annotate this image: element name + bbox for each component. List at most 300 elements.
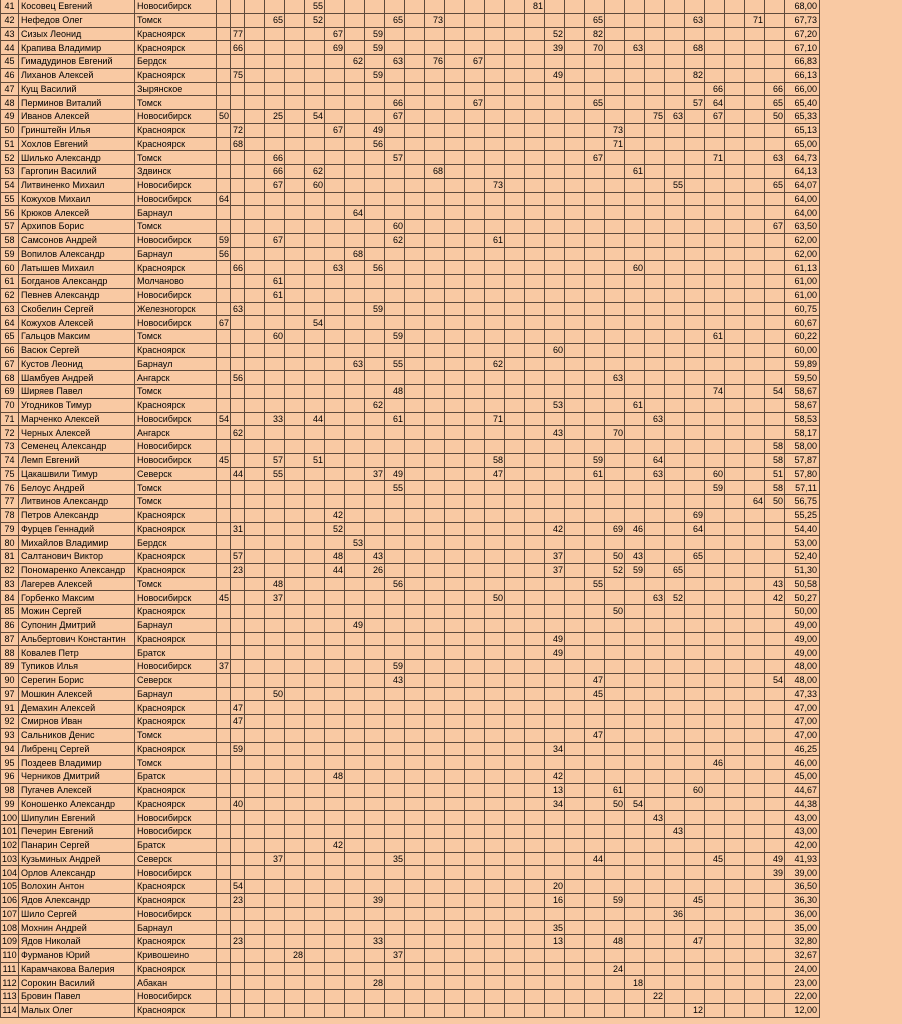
rank-cell[interactable]: 81 (1, 550, 19, 564)
score-cell[interactable] (565, 646, 585, 660)
score-cell[interactable] (265, 673, 285, 687)
score-cell[interactable] (765, 137, 785, 151)
score-cell[interactable] (705, 976, 725, 990)
score-cell[interactable] (345, 550, 365, 564)
score-cell[interactable] (485, 701, 505, 715)
score-cell[interactable]: 66 (265, 151, 285, 165)
name-cell[interactable]: Фурцев Геннадий (19, 522, 135, 536)
score-cell[interactable] (245, 673, 265, 687)
score-cell[interactable] (405, 426, 425, 440)
score-cell[interactable] (305, 96, 325, 110)
score-cell[interactable] (405, 343, 425, 357)
score-cell[interactable] (605, 467, 625, 481)
score-cell[interactable] (665, 137, 685, 151)
score-cell[interactable] (305, 770, 325, 784)
score-cell[interactable] (645, 343, 665, 357)
score-cell[interactable] (565, 137, 585, 151)
score-cell[interactable] (545, 165, 565, 179)
rank-cell[interactable]: 107 (2, 908, 18, 919)
score-cell[interactable] (765, 880, 785, 894)
score-cell[interactable] (425, 261, 445, 275)
score-cell[interactable] (445, 866, 465, 880)
score-cell[interactable] (465, 591, 485, 605)
score-cell[interactable] (245, 233, 265, 247)
score-cell[interactable] (665, 68, 685, 82)
score-cell[interactable] (385, 783, 405, 797)
score-cell[interactable] (665, 687, 685, 701)
score-cell[interactable] (605, 385, 625, 399)
score-cell[interactable] (765, 893, 785, 907)
score-cell[interactable] (605, 302, 625, 316)
score-cell[interactable]: 54 (217, 412, 231, 426)
score-cell[interactable] (565, 742, 585, 756)
score-cell[interactable] (765, 288, 785, 302)
score-cell[interactable] (345, 756, 365, 770)
score-cell[interactable] (231, 646, 245, 660)
score-cell[interactable] (445, 343, 465, 357)
score-cell[interactable] (525, 646, 545, 660)
score-cell[interactable] (345, 385, 365, 399)
score-cell[interactable] (425, 357, 445, 371)
score-cell[interactable] (217, 508, 231, 522)
score-cell[interactable] (285, 866, 305, 880)
score-cell[interactable] (345, 522, 365, 536)
score-cell[interactable] (625, 646, 645, 660)
score-cell[interactable] (565, 893, 585, 907)
score-cell[interactable] (705, 453, 725, 467)
score-cell[interactable] (465, 192, 485, 206)
score-cell[interactable] (285, 1003, 305, 1017)
score-cell[interactable] (425, 893, 445, 907)
score-cell[interactable] (345, 783, 365, 797)
rank-cell[interactable]: 95 (1, 756, 19, 770)
score-cell[interactable] (725, 385, 745, 399)
score-cell[interactable] (217, 495, 231, 509)
score-cell[interactable]: 37 (265, 852, 285, 866)
score-cell[interactable] (405, 550, 425, 564)
score-cell[interactable] (745, 756, 765, 770)
score-cell[interactable] (485, 728, 505, 742)
total-cell[interactable]: 35,00 (785, 921, 820, 935)
score-cell[interactable] (705, 261, 725, 275)
score-cell[interactable] (565, 261, 585, 275)
score-cell[interactable] (705, 288, 725, 302)
score-cell[interactable] (485, 275, 505, 289)
score-cell[interactable] (545, 412, 565, 426)
score-cell[interactable] (265, 550, 285, 564)
score-cell[interactable] (425, 412, 445, 426)
total-cell[interactable]: 22,00 (785, 990, 820, 1004)
score-cell[interactable] (745, 137, 765, 151)
score-cell[interactable] (305, 1003, 325, 1017)
rank-cell[interactable]: 85 (1, 605, 19, 619)
score-cell[interactable] (425, 288, 445, 302)
score-cell[interactable] (465, 852, 485, 866)
score-cell[interactable]: 59 (585, 453, 605, 467)
score-cell[interactable]: 48 (325, 770, 345, 784)
total-cell[interactable]: 66,83 (785, 55, 820, 69)
score-cell[interactable] (665, 742, 685, 756)
score-cell[interactable] (525, 536, 545, 550)
score-cell[interactable] (465, 770, 485, 784)
score-cell[interactable] (505, 563, 525, 577)
score-cell[interactable] (545, 866, 565, 880)
score-cell[interactable] (345, 178, 365, 192)
score-cell[interactable]: 54 (231, 880, 245, 894)
score-cell[interactable] (305, 742, 325, 756)
score-cell[interactable] (765, 247, 785, 261)
score-cell[interactable] (665, 412, 685, 426)
score-cell[interactable] (365, 330, 385, 344)
city-cell[interactable]: Красноярск (135, 343, 217, 357)
score-cell[interactable] (231, 192, 245, 206)
score-cell[interactable]: 49 (545, 68, 565, 82)
score-cell[interactable] (265, 976, 285, 990)
score-cell[interactable] (765, 756, 785, 770)
rank-cell[interactable]: 79 (1, 522, 19, 536)
score-cell[interactable] (305, 811, 325, 825)
score-cell[interactable] (445, 371, 465, 385)
score-cell[interactable] (525, 1003, 545, 1017)
score-cell[interactable] (485, 976, 505, 990)
name-cell[interactable]: Панарин Сергей (19, 838, 135, 852)
score-cell[interactable] (725, 893, 745, 907)
score-cell[interactable]: 45 (685, 893, 705, 907)
score-cell[interactable] (385, 838, 405, 852)
score-cell[interactable] (505, 495, 525, 509)
score-cell[interactable] (217, 178, 231, 192)
score-cell[interactable] (745, 123, 765, 137)
score-cell[interactable]: 45 (217, 591, 231, 605)
score-cell[interactable] (565, 96, 585, 110)
score-cell[interactable] (217, 728, 231, 742)
score-cell[interactable]: 67 (765, 220, 785, 234)
score-cell[interactable]: 33 (365, 935, 385, 949)
score-cell[interactable] (231, 385, 245, 399)
score-cell[interactable]: 37 (545, 563, 565, 577)
total-cell[interactable]: 64,07 (785, 178, 820, 192)
score-cell[interactable] (465, 357, 485, 371)
score-cell[interactable] (685, 206, 705, 220)
rank-cell[interactable]: 47 (1, 82, 19, 96)
score-cell[interactable] (285, 467, 305, 481)
score-cell[interactable] (645, 976, 665, 990)
total-cell[interactable]: 57,11 (785, 481, 820, 495)
total-cell[interactable]: 43,00 (785, 811, 820, 825)
score-cell[interactable] (285, 825, 305, 839)
score-cell[interactable] (305, 962, 325, 976)
score-cell[interactable] (645, 137, 665, 151)
score-cell[interactable] (405, 330, 425, 344)
score-cell[interactable] (425, 330, 445, 344)
score-cell[interactable]: 63 (325, 261, 345, 275)
score-cell[interactable] (445, 330, 465, 344)
score-cell[interactable] (485, 110, 505, 124)
score-cell[interactable] (325, 728, 345, 742)
score-cell[interactable] (545, 96, 565, 110)
score-cell[interactable] (645, 206, 665, 220)
score-cell[interactable] (625, 948, 645, 962)
score-cell[interactable] (231, 96, 245, 110)
score-cell[interactable] (245, 508, 265, 522)
city-cell[interactable]: Красноярск (135, 563, 217, 577)
score-cell[interactable] (445, 426, 465, 440)
score-cell[interactable] (245, 728, 265, 742)
score-cell[interactable] (505, 343, 525, 357)
score-cell[interactable]: 61 (485, 233, 505, 247)
score-cell[interactable] (325, 962, 345, 976)
score-cell[interactable] (485, 330, 505, 344)
score-cell[interactable] (385, 343, 405, 357)
score-cell[interactable] (217, 440, 231, 454)
score-cell[interactable] (605, 618, 625, 632)
score-cell[interactable] (245, 27, 265, 41)
score-cell[interactable] (465, 110, 485, 124)
score-cell[interactable] (725, 343, 745, 357)
score-cell[interactable] (625, 247, 645, 261)
score-cell[interactable] (725, 591, 745, 605)
score-cell[interactable] (405, 646, 425, 660)
score-cell[interactable] (465, 453, 485, 467)
score-cell[interactable] (565, 935, 585, 949)
score-cell[interactable] (565, 41, 585, 55)
score-cell[interactable] (285, 522, 305, 536)
score-cell[interactable] (445, 0, 465, 13)
score-cell[interactable] (745, 467, 765, 481)
score-cell[interactable] (385, 137, 405, 151)
score-cell[interactable] (585, 893, 605, 907)
score-cell[interactable] (405, 192, 425, 206)
name-cell[interactable]: Богданов Александр (19, 275, 135, 289)
score-cell[interactable] (625, 935, 645, 949)
score-cell[interactable] (665, 783, 685, 797)
total-cell[interactable]: 65,13 (785, 123, 820, 137)
score-cell[interactable] (285, 495, 305, 509)
score-cell[interactable] (505, 687, 525, 701)
score-cell[interactable] (605, 481, 625, 495)
score-cell[interactable] (705, 742, 725, 756)
score-cell[interactable] (445, 302, 465, 316)
name-cell[interactable]: Архипов Борис (19, 220, 135, 234)
score-cell[interactable] (665, 371, 685, 385)
score-cell[interactable] (217, 522, 231, 536)
score-cell[interactable] (605, 687, 625, 701)
score-cell[interactable] (245, 797, 265, 811)
score-cell[interactable] (345, 797, 365, 811)
score-cell[interactable]: 68 (345, 247, 365, 261)
score-cell[interactable] (525, 13, 545, 27)
score-cell[interactable] (645, 13, 665, 27)
score-cell[interactable] (725, 508, 745, 522)
score-cell[interactable] (525, 797, 545, 811)
score-cell[interactable] (345, 123, 365, 137)
score-cell[interactable] (231, 275, 245, 289)
score-cell[interactable] (485, 770, 505, 784)
score-cell[interactable] (585, 261, 605, 275)
score-cell[interactable] (705, 123, 725, 137)
score-cell[interactable] (217, 632, 231, 646)
score-cell[interactable] (217, 426, 231, 440)
score-cell[interactable] (325, 247, 345, 261)
score-cell[interactable] (265, 948, 285, 962)
score-cell[interactable]: 43 (645, 811, 665, 825)
score-cell[interactable] (305, 605, 325, 619)
score-cell[interactable] (625, 467, 645, 481)
score-cell[interactable] (645, 440, 665, 454)
score-cell[interactable] (645, 838, 665, 852)
score-cell[interactable] (465, 440, 485, 454)
score-cell[interactable] (217, 13, 231, 27)
city-cell[interactable]: Здвинск (135, 165, 217, 179)
city-cell[interactable]: Новосибирск (135, 288, 217, 302)
score-cell[interactable] (445, 715, 465, 729)
score-cell[interactable] (625, 288, 645, 302)
score-cell[interactable] (745, 770, 765, 784)
score-cell[interactable] (305, 41, 325, 55)
score-cell[interactable] (665, 206, 685, 220)
score-cell[interactable] (305, 948, 325, 962)
score-cell[interactable] (445, 110, 465, 124)
score-cell[interactable] (425, 233, 445, 247)
score-cell[interactable] (465, 316, 485, 330)
score-cell[interactable] (525, 371, 545, 385)
score-cell[interactable]: 37 (365, 467, 385, 481)
score-cell[interactable] (217, 948, 231, 962)
score-cell[interactable] (725, 302, 745, 316)
score-cell[interactable] (625, 756, 645, 770)
score-cell[interactable] (385, 618, 405, 632)
score-cell[interactable] (231, 632, 245, 646)
score-cell[interactable] (405, 27, 425, 41)
score-cell[interactable] (725, 192, 745, 206)
score-cell[interactable] (705, 371, 725, 385)
score-cell[interactable] (565, 591, 585, 605)
score-cell[interactable] (565, 618, 585, 632)
score-cell[interactable] (245, 178, 265, 192)
score-cell[interactable] (745, 962, 765, 976)
score-cell[interactable] (725, 261, 745, 275)
score-cell[interactable] (565, 880, 585, 894)
score-cell[interactable] (625, 577, 645, 591)
score-cell[interactable] (645, 577, 665, 591)
score-cell[interactable] (705, 343, 725, 357)
score-cell[interactable] (425, 1003, 445, 1017)
score-cell[interactable] (445, 935, 465, 949)
score-cell[interactable] (265, 563, 285, 577)
score-cell[interactable]: 59 (705, 481, 725, 495)
score-cell[interactable] (345, 398, 365, 412)
score-cell[interactable] (345, 591, 365, 605)
score-cell[interactable] (385, 701, 405, 715)
score-cell[interactable] (285, 206, 305, 220)
score-cell[interactable] (405, 591, 425, 605)
total-cell[interactable]: 46,25 (785, 742, 820, 756)
score-cell[interactable] (585, 783, 605, 797)
score-cell[interactable] (745, 96, 765, 110)
score-cell[interactable]: 37 (217, 660, 231, 674)
city-cell[interactable]: Новосибирск (135, 110, 217, 124)
score-cell[interactable] (585, 481, 605, 495)
score-cell[interactable] (685, 247, 705, 261)
score-cell[interactable] (705, 137, 725, 151)
score-cell[interactable] (465, 467, 485, 481)
score-cell[interactable] (305, 137, 325, 151)
score-cell[interactable] (705, 673, 725, 687)
name-cell[interactable]: Можин Сергей (19, 605, 135, 619)
score-cell[interactable] (245, 467, 265, 481)
score-cell[interactable] (305, 715, 325, 729)
score-cell[interactable] (485, 536, 505, 550)
score-cell[interactable] (465, 412, 485, 426)
score-cell[interactable] (465, 41, 485, 55)
score-cell[interactable]: 52 (325, 522, 345, 536)
score-cell[interactable] (265, 0, 285, 13)
score-cell[interactable]: 22 (645, 990, 665, 1004)
rank-cell[interactable]: 42 (1, 13, 19, 27)
score-cell[interactable] (425, 247, 445, 261)
score-cell[interactable] (345, 728, 365, 742)
score-cell[interactable] (385, 41, 405, 55)
score-cell[interactable] (545, 302, 565, 316)
score-cell[interactable] (245, 68, 265, 82)
score-cell[interactable] (365, 343, 385, 357)
score-cell[interactable] (465, 137, 485, 151)
score-cell[interactable] (345, 990, 365, 1004)
score-cell[interactable] (405, 976, 425, 990)
score-cell[interactable] (705, 880, 725, 894)
score-cell[interactable] (625, 82, 645, 96)
score-cell[interactable] (365, 618, 385, 632)
score-cell[interactable] (425, 866, 445, 880)
score-cell[interactable]: 18 (625, 976, 645, 990)
score-cell[interactable] (685, 728, 705, 742)
score-cell[interactable] (545, 261, 565, 275)
score-cell[interactable] (385, 935, 405, 949)
score-cell[interactable] (765, 1003, 785, 1017)
score-cell[interactable] (685, 440, 705, 454)
score-cell[interactable] (665, 935, 685, 949)
score-cell[interactable] (545, 440, 565, 454)
score-cell[interactable] (625, 770, 645, 784)
score-cell[interactable] (545, 385, 565, 399)
score-cell[interactable] (485, 948, 505, 962)
score-cell[interactable] (605, 907, 625, 921)
score-cell[interactable] (265, 825, 285, 839)
score-cell[interactable] (485, 192, 505, 206)
score-cell[interactable] (605, 495, 625, 509)
score-cell[interactable] (505, 398, 525, 412)
score-cell[interactable] (705, 275, 725, 289)
score-cell[interactable] (645, 783, 665, 797)
score-cell[interactable] (665, 715, 685, 729)
score-cell[interactable] (585, 770, 605, 784)
score-cell[interactable]: 68 (231, 137, 245, 151)
score-cell[interactable] (405, 866, 425, 880)
score-cell[interactable]: 67 (465, 55, 485, 69)
score-cell[interactable] (565, 811, 585, 825)
score-cell[interactable] (745, 811, 765, 825)
score-cell[interactable] (525, 852, 545, 866)
score-cell[interactable] (325, 591, 345, 605)
score-cell[interactable] (325, 165, 345, 179)
score-cell[interactable] (525, 825, 545, 839)
score-cell[interactable] (625, 206, 645, 220)
score-cell[interactable] (725, 976, 745, 990)
rank-cell[interactable]: 102 (2, 840, 18, 851)
score-cell[interactable] (585, 990, 605, 1004)
score-cell[interactable] (405, 797, 425, 811)
score-cell[interactable] (745, 110, 765, 124)
